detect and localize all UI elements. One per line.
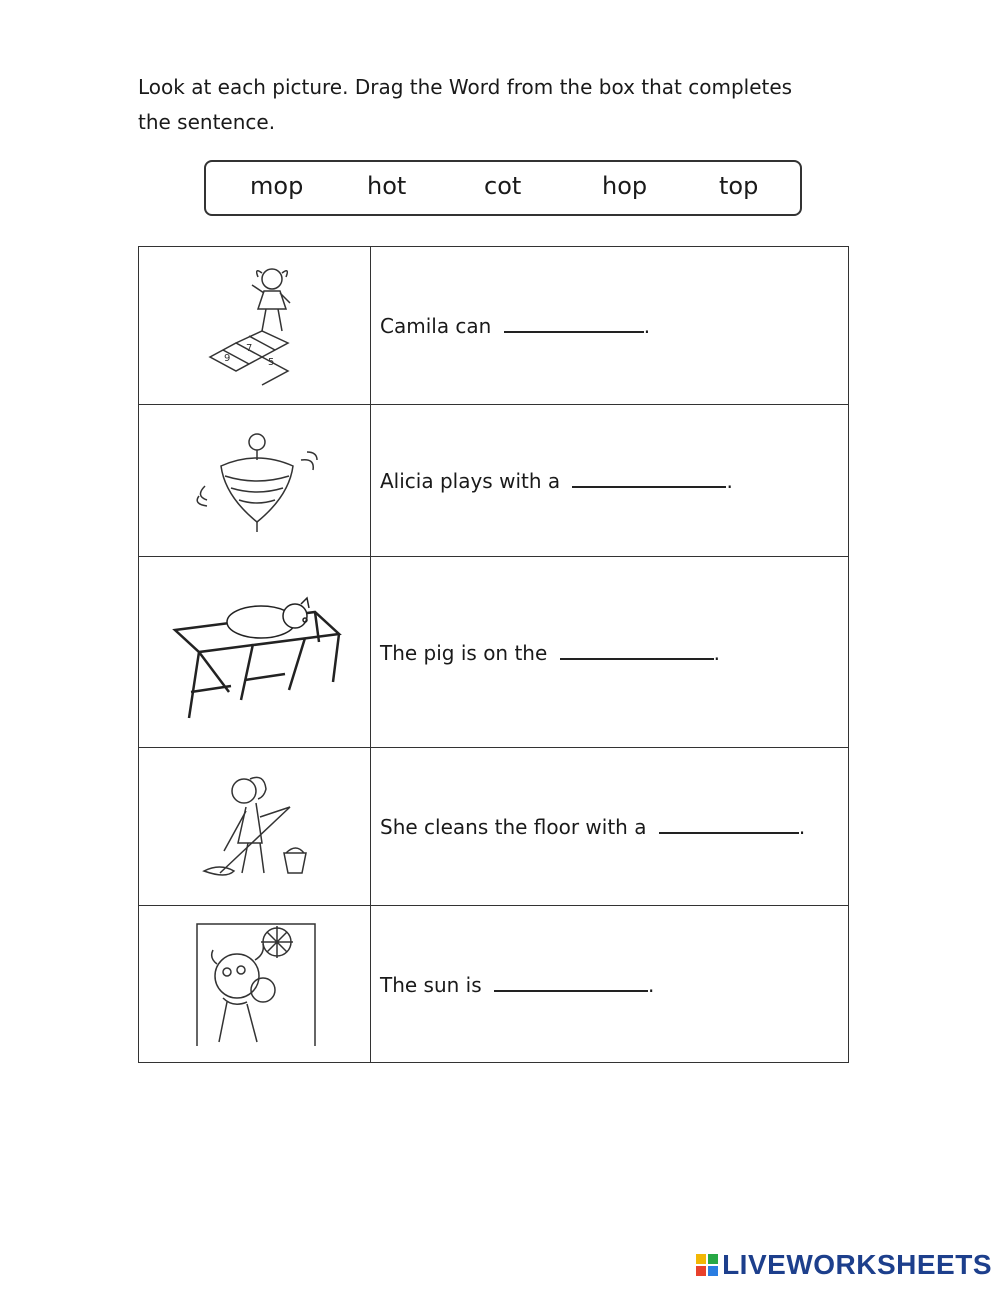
table-row xyxy=(139,906,849,1063)
picture-cell xyxy=(139,405,371,557)
sentence-text: She cleans the floor with a xyxy=(380,815,653,839)
answer-blank[interactable] xyxy=(560,640,714,660)
pig-on-cot-icon xyxy=(165,572,345,732)
girl-hopscotch-icon xyxy=(190,261,320,391)
sentence-cell xyxy=(371,557,849,748)
sentence-end: . xyxy=(643,314,651,338)
word-bank-item-top[interactable]: top xyxy=(719,172,759,200)
svg-text:5: 5 xyxy=(267,356,274,368)
table-row xyxy=(139,247,849,405)
svg-text:9: 9 xyxy=(223,352,230,364)
picture-cell xyxy=(139,247,371,405)
brand-name: LIVEWORKSHEETS xyxy=(722,1249,992,1280)
picture-cell xyxy=(139,748,371,906)
worksheet-table xyxy=(138,246,849,1063)
answer-blank[interactable] xyxy=(572,468,726,488)
word-bank-item-cot[interactable]: cot xyxy=(484,172,522,200)
word-bank-item-hot[interactable]: hot xyxy=(367,172,407,200)
sentence-text: The sun is xyxy=(380,972,489,997)
word-bank-item-mop[interactable]: mop xyxy=(250,172,304,200)
logo-block xyxy=(696,1254,706,1264)
logo-block xyxy=(708,1254,718,1264)
table-row xyxy=(139,405,849,557)
man-hot-sun-icon xyxy=(193,920,317,1048)
sentence-end: . xyxy=(798,815,806,839)
sentence-cell xyxy=(371,247,849,405)
word-bank xyxy=(204,160,802,216)
sentence-text: Alicia plays with a xyxy=(380,469,567,493)
instructions xyxy=(138,70,868,140)
instructions-line-1: Look at each picture. Drag the Word from the box that completes xyxy=(138,75,793,99)
word-bank-item-hop[interactable]: hop xyxy=(602,172,648,200)
sentence-end: . xyxy=(713,640,721,665)
picture-cell xyxy=(139,557,371,748)
woman-mopping-icon xyxy=(190,767,320,887)
sentence-cell xyxy=(371,748,849,906)
sentence-cell xyxy=(371,906,849,1063)
table-row xyxy=(139,748,849,906)
picture-cell xyxy=(139,906,371,1063)
liveworksheets-logo xyxy=(696,1249,992,1281)
sentence-cell xyxy=(371,405,849,557)
answer-blank[interactable] xyxy=(494,972,648,992)
sentence-text: The pig is on the xyxy=(380,640,554,665)
answer-blank[interactable] xyxy=(504,313,644,333)
logo-block xyxy=(708,1266,718,1276)
spinning-top-icon xyxy=(185,426,325,536)
logo-block xyxy=(696,1266,706,1276)
instructions-line-2: the sentence. xyxy=(138,110,276,134)
sentence-end: . xyxy=(648,972,655,997)
sentence-end: . xyxy=(726,469,733,493)
sentence-text: Camila can xyxy=(380,314,498,338)
svg-text:7: 7 xyxy=(245,342,252,354)
answer-blank[interactable] xyxy=(659,814,799,834)
table-row xyxy=(139,557,849,748)
logo-blocks-icon xyxy=(696,1254,718,1276)
